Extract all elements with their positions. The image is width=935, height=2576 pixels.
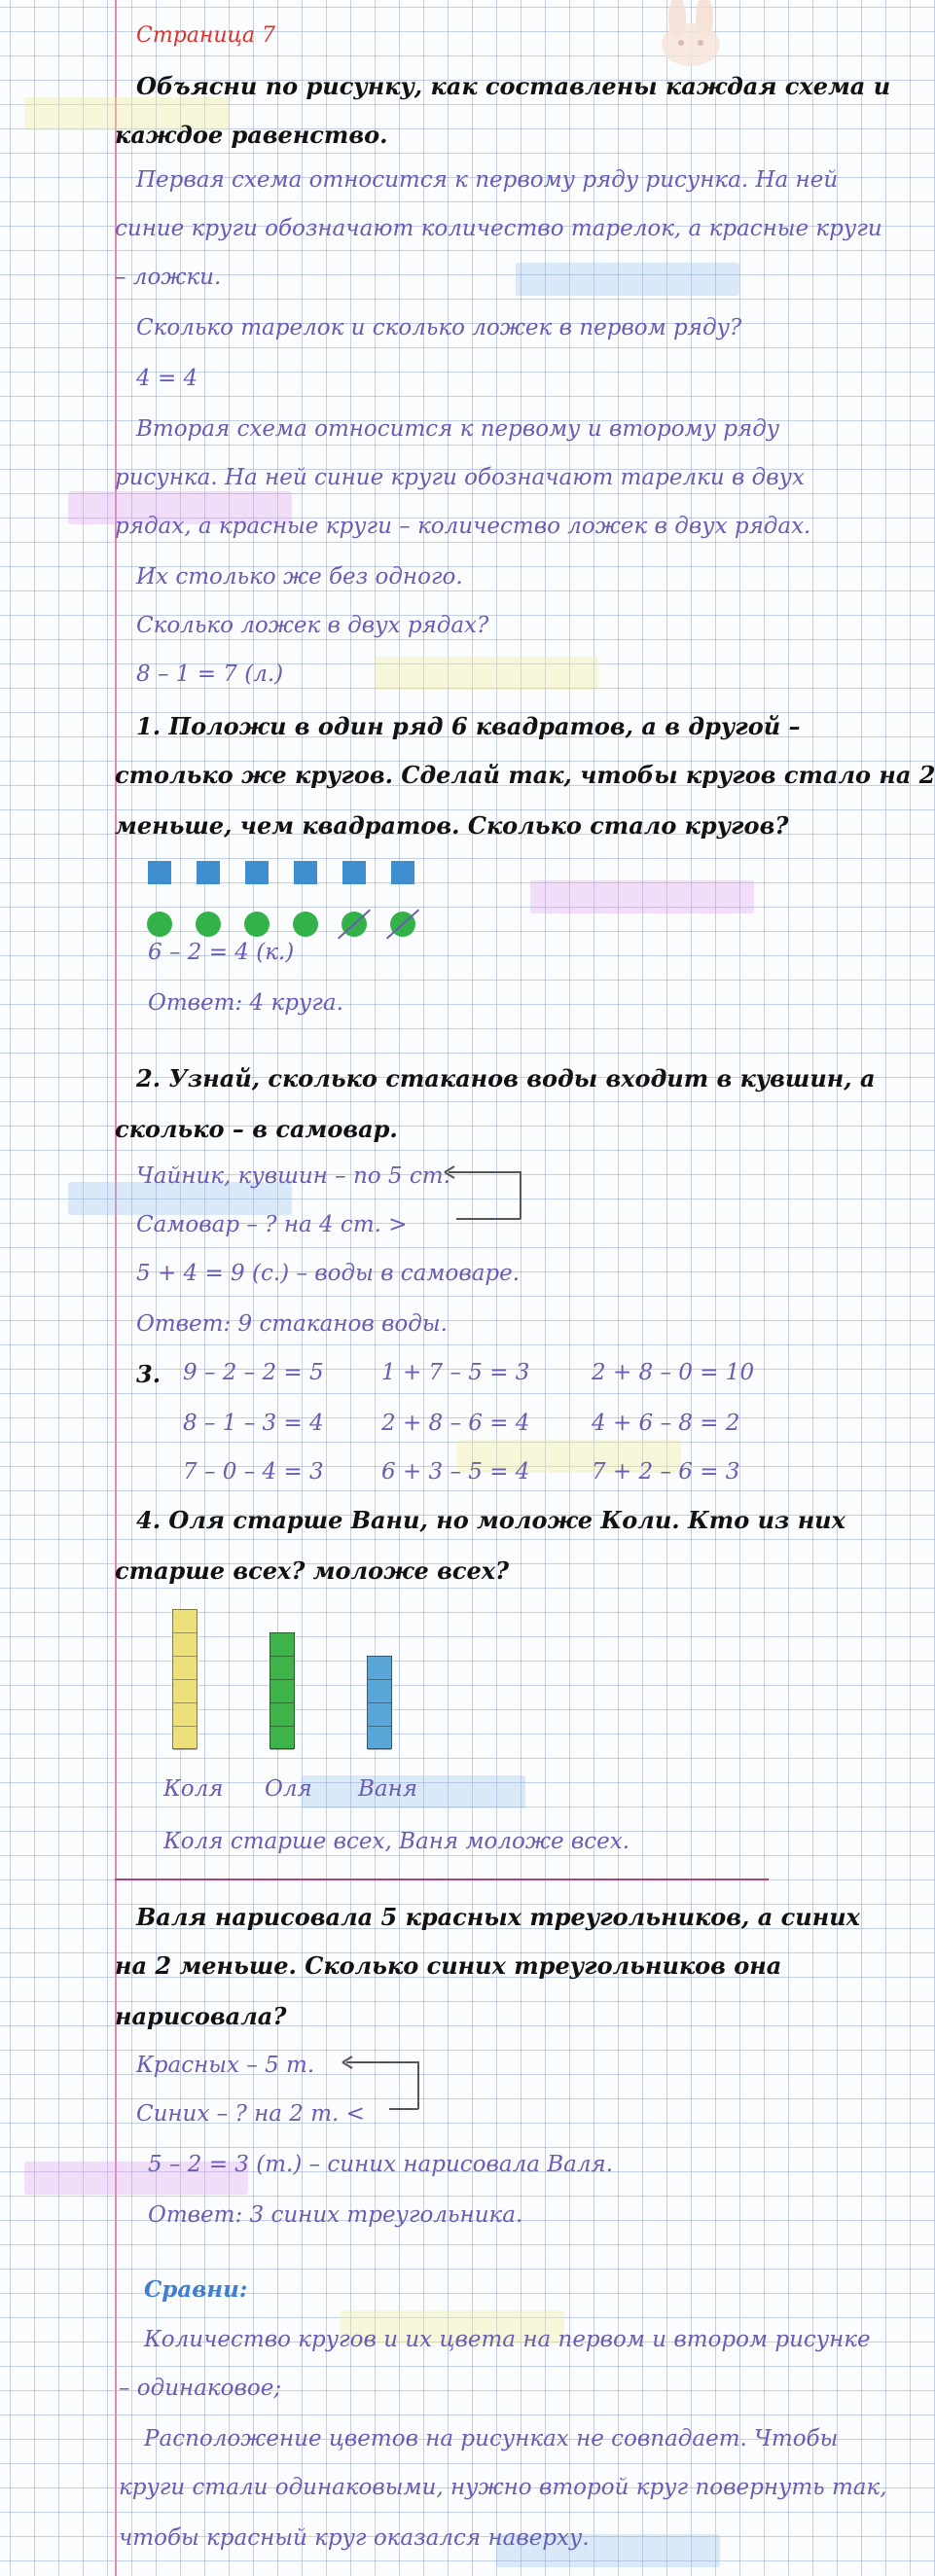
page-title: Страница 7 [136,23,276,48]
task3-expression: 4 + 6 – 8 = 2 [592,1411,740,1436]
intro-question: Сколько тарелок и сколько ложек в первом ряду? [136,315,742,340]
circle-shape [196,912,221,937]
bar-label: Коля [163,1776,224,1802]
compare-text: круги стали одинаковыми, нужно второй круг повернуть так, [119,2475,887,2500]
task4-answer: Коля старше всех, Ваня моложе всех. [163,1829,630,1854]
task5-text: Валя нарисовала 5 красных треугольников, а синих [136,1903,860,1931]
bar-segment [270,1657,294,1680]
compare-text: чтобы красный круг оказался наверху. [119,2525,590,2551]
compare-text: Количество кругов и их цвета на первом и втором рисунке [144,2327,871,2352]
square-shape [245,861,269,884]
intro-equation: 8 – 1 = 7 (л.) [136,662,284,687]
bar-segment [173,1680,197,1703]
square-shape [148,861,171,884]
compare-text: Расположение цветов на рисунках не совпадает. Чтобы [144,2426,839,2451]
intro-paragraph: рядах, а красные круги – количество ложек в двух рядах. [115,514,811,539]
task3-expression: 7 + 2 – 6 = 3 [592,1459,740,1485]
square-shape [391,861,414,884]
watermark-band [375,657,598,690]
task3-expression: 2 + 8 – 6 = 4 [381,1411,530,1436]
bar-segment [270,1703,294,1727]
task5-answer: Ответ: 3 синих треугольника. [148,2202,523,2228]
intro-paragraph: Вторая схема относится к первому и второму ряду [136,416,780,442]
bunny-icon [644,0,741,62]
bar-label: Оля [265,1776,312,1802]
square-shape [294,861,317,884]
circle-shape [244,912,270,937]
compare-text: – одинаковое; [119,2376,282,2401]
task2-equation: 5 + 4 = 9 (с.) – воды в самоваре. [136,1261,521,1286]
age-bar [172,1609,198,1749]
circle-shape [293,912,318,937]
intro-paragraph: синие круги обозначают количество тарелок, а красные круги [115,216,882,241]
task2-note: Самовар – ? на 4 ст. > [136,1212,408,1237]
intro-question: Объясни по рисунку, как составлены каждая схема и [136,72,891,100]
bar-segment [270,1727,294,1750]
task2-answer: Ответ: 9 стаканов воды. [136,1311,448,1337]
task3-expression: 7 – 0 – 4 = 3 [183,1459,324,1485]
watermark-band [516,263,739,296]
compare-title: Сравни: [144,2276,248,2303]
task2-text: сколько – в самовар. [115,1115,398,1143]
watermark-band [530,880,754,913]
bracket-arrow [443,1163,530,1231]
intro-paragraph: Их столько же без одного. [136,564,463,590]
task1-text: 1. Положи в один ряд 6 квадратов, а в другой – [136,712,801,740]
task1-text: столько же кругов. Сделай так, чтобы кругов стало на 2 [115,761,935,789]
task3-number: 3. [136,1360,162,1388]
task3-expression: 9 – 2 – 2 = 5 [183,1360,324,1385]
bar-segment [270,1680,294,1703]
task5-note: Красных – 5 т. [136,2053,315,2078]
intro-question: каждое равенство. [115,121,388,149]
task4-text: старше всех? моложе всех? [115,1556,510,1585]
task2-text: 2. Узнай, сколько стаканов воды входит в кувшин, а [136,1064,876,1092]
task1-equation: 6 – 2 = 4 (к.) [148,940,295,965]
bar-segment [368,1727,391,1750]
bar-segment [173,1633,197,1657]
bracket-arrow [341,2051,428,2121]
intro-paragraph: рисунка. На ней синие круги обозначают тарелки в двух [115,465,805,490]
task4-text: 4. Оля старше Вани, но моложе Коли. Кто из них [136,1506,845,1534]
bar-segment [173,1727,197,1750]
bar-label: Ваня [358,1776,417,1802]
task3-expression: 8 – 1 – 3 = 4 [183,1411,324,1436]
bar-segment [368,1680,391,1703]
bar-segment [173,1657,197,1680]
square-shape [342,861,366,884]
bar-segment [270,1633,294,1657]
task5-text: на 2 меньше. Сколько синих треугольников она [115,1951,782,1980]
circle-shape [147,912,172,937]
bar-segment [368,1657,391,1680]
task1-text: меньше, чем квадратов. Сколько стало кругов? [115,811,789,840]
age-bar [270,1632,295,1749]
task5-note: Синих – ? на 2 т. < [136,2101,365,2127]
section-divider [115,1878,769,1880]
bar-segment [173,1610,197,1633]
square-shape [197,861,220,884]
task5-text: нарисовала? [115,2002,287,2030]
task3-expression: 6 + 3 – 5 = 4 [381,1459,530,1485]
task3-expression: 2 + 8 – 0 = 10 [592,1360,755,1385]
task3-expression: 1 + 7 – 5 = 3 [381,1360,530,1385]
task1-answer: Ответ: 4 круга. [148,990,343,1016]
bar-segment [173,1703,197,1727]
intro-paragraph: Первая схема относится к первому ряду рисунка. На ней [136,167,839,193]
task2-note: Чайник, кувшин – по 5 ст. [136,1163,450,1189]
intro-question: Сколько ложек в двух рядах? [136,613,489,638]
intro-equation: 4 = 4 [136,366,198,391]
intro-paragraph: – ложки. [115,265,222,290]
task5-equation: 5 – 2 = 3 (т.) – синих нарисовала Валя. [148,2152,614,2177]
age-bar [367,1656,392,1749]
bar-segment [368,1703,391,1727]
